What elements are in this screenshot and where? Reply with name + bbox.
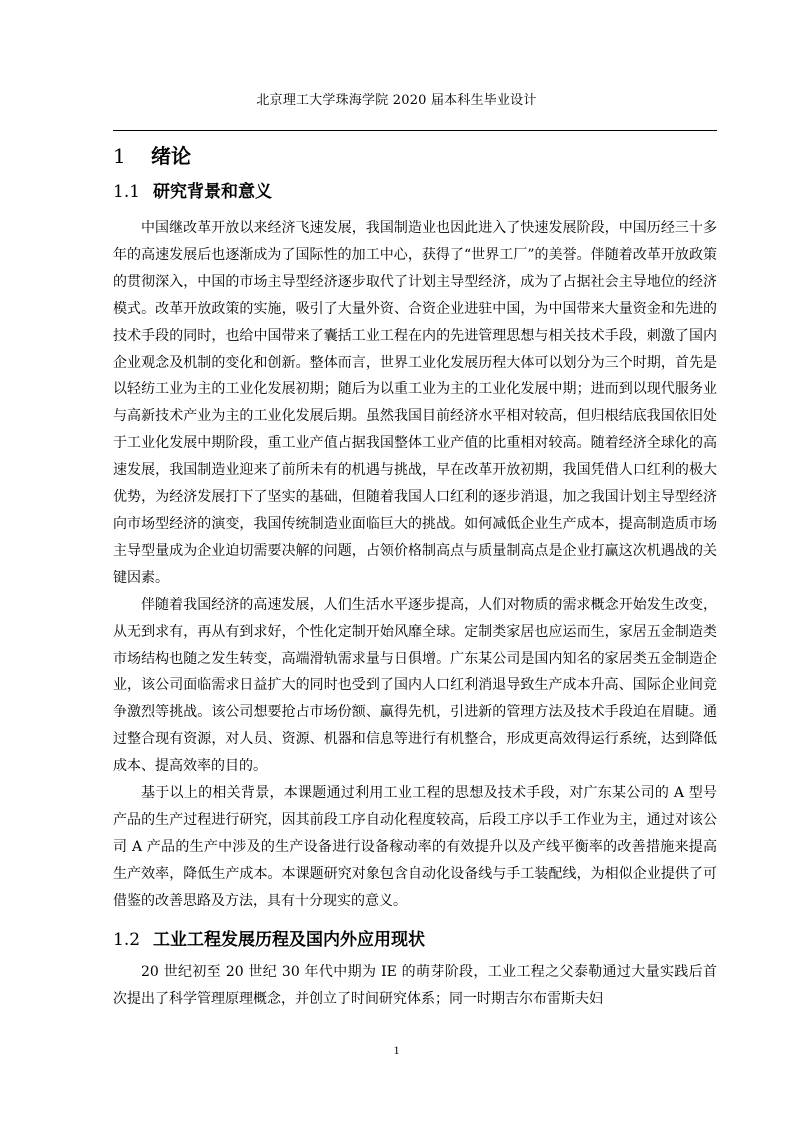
paragraph: 伴随着我国经济的高速发展，人们生活水平逐步提高，人们对物质的需求概念开始发生改变，从无到求有，再从有到求好，个性化定制开始风靡全球。定制类家居也应运而生，家居五金制造类市场结构也随之发生转变，高端滑轨需求量与日俱增。广东某公司是国内知名的家居类五金制造企业，该公司面临需求日益扩大的同时也受到了国内人口红利消退导致生产成本升高、国际企业间竞争激烈等挑战。该公司想要抢占市场份额、赢得先机，引进新的管理方法及技术手段迫在眉睫。通过整合现有资源，对人员、资源、机器和信息等进行有机整合，形成更高效得运行系统，达到降低成本、提高效率的目的。 [113,596,717,775]
chapter-title: 绪论 [151,144,191,168]
paragraph: 20 世纪初至 20 世纪 30 年代中期为 IE 的萌芽阶段，工业工程之父泰勒通过大量实践后首次提出了科学管理原理概念，并创立了时间研究体系；同一时期吉尔布雷斯夫妇 [113,964,717,1007]
paragraph: 基于以上的相关背景，本课题通过利用工业工程的思想及技术手段，对广东某公司的 A 型号产品的生产过程进行研究，因其前段工序自动化程度较高，后段工序以手工作业为主，通过对该公司 A 产品的生产中涉及的生产设备进行设备稼动率的有效提升以及产线平衡率的改善措施来提高生产效率，降低生产成本。本课题研究对象包含自动化设备线与手工装配线，为相似企业提供了可借鉴的改善思路及方法，具有十分现实的意义。 [113,785,717,909]
chapter-number: 1 [113,144,126,168]
section-heading-1-1 [113,180,272,204]
page-number: 1 [393,1043,400,1057]
chapter-heading [113,142,191,170]
section-heading-1-2 [113,928,425,952]
paragraph: 中国继改革开放以来经济飞速发展，我国制造业也因此进入了快速发展阶段，中国历经三十多年的高速发展后也逐渐成为了国际性的加工中心，获得了“世界工厂”的美誉。伴随着改革开放政策的贯彻深入，中国的市场主导型经济逐步取代了计划主导型经济，成为了占据社会主导地位的经济模式。改革开放政策的实施，吸引了大量外资、合资企业进驻中国，为中国带来大量资金和先进的技术手段的同时，也给中国带来了囊括工业工程在内的先进管理思想与相关技术手段，刺激了国内企业观念及机制的变化和创新。整体而言，世界工业化发展历程大体可以划分为三个时期，首先是以轻纺工业为主的工业化发展初期；随后为以重工业为主的工业化发展中期；进而到以现代服务业与高新技术产业为主的工业化发展后期。虽然我国目前经济水平相对较高，但归根结底我国依旧处于工业化发展中期阶段，重工业产值占据我国整体工业产值的比重相对较高。随着经济全球化的高速发展，我国制造业迎来了前所未有的机遇与挑战，早在改革开放初期，我国凭借人口红利的极大优势，为经济发展打下了坚实的基础，但随着我国人口红利的逐步消退，加之我国计划主导型经济向市场型经济的演变，我国传统制造业面临巨大的挑战。如何减低企业生产成本，提高制造质市场主导型量成为企业迫切需要决解的问题，占领价格制高点与质量制高点是企业打赢这次机遇战的关键因素。 [113,220,717,586]
section-title: 工业工程发展历程及国内外应用现状 [153,930,425,950]
section-1-2-body [113,959,717,1013]
section-number: 1.1 [113,182,141,202]
running-header: 北京理工大学珠海学院 2020 届本科生毕业设计 [256,93,537,108]
section-number: 1.2 [113,930,141,950]
section-title: 研究背景和意义 [153,182,272,202]
header-rule [113,130,717,131]
section-1-1-body [113,215,717,915]
